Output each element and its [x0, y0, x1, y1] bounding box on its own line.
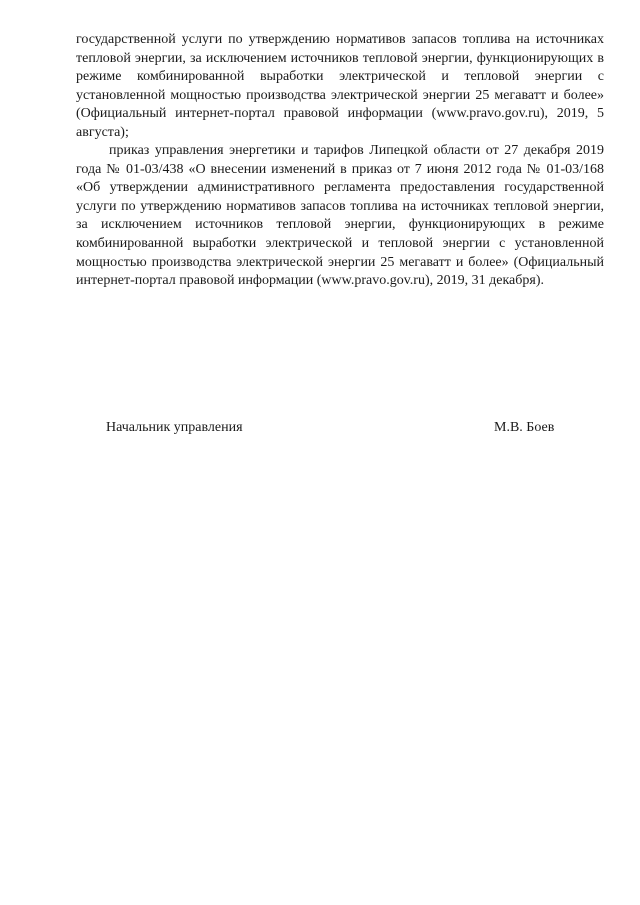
paragraph-continuation: государственной услуги по утверждению нормативов запасов топлива на источниках тепловой энергии, за исключением источников тепловой энергии, функционирующих в режиме комбинированной выработки электрической и тепловой энергии с установленной мощностью производства электрической энергии 25 мегаватт и более» (Официальный интернет-портал правовой информации (www.pravo.gov.ru), 2019, 5 августа);: [76, 32, 604, 140]
signatory-name: М.В. Боев: [494, 420, 555, 435]
paragraph-order-reference: приказ управления энергетики и тарифов Липецкой области от 27 декабря 2019 года № 01-03/438 «О внесении изменений в приказ от 7 июня 2012 года № 01-03/168 «Об утверждении административного регламента предоставления государственной услуги по утверждению нормативов запасов топлива на источниках тепловой энергии, за исключением источников тепловой энергии, функционирующих в режиме комбинированной выработки электрической и тепловой энергии с установленной мощностью производства электрической энергии 25 мегаватт и более» (Официальный интернет-портал правовой информации (www.pravo.gov.ru), 2019, 31 декабря).: [76, 143, 604, 289]
signature-block: [0, 420, 640, 440]
signatory-title: Начальник управления: [106, 420, 243, 435]
